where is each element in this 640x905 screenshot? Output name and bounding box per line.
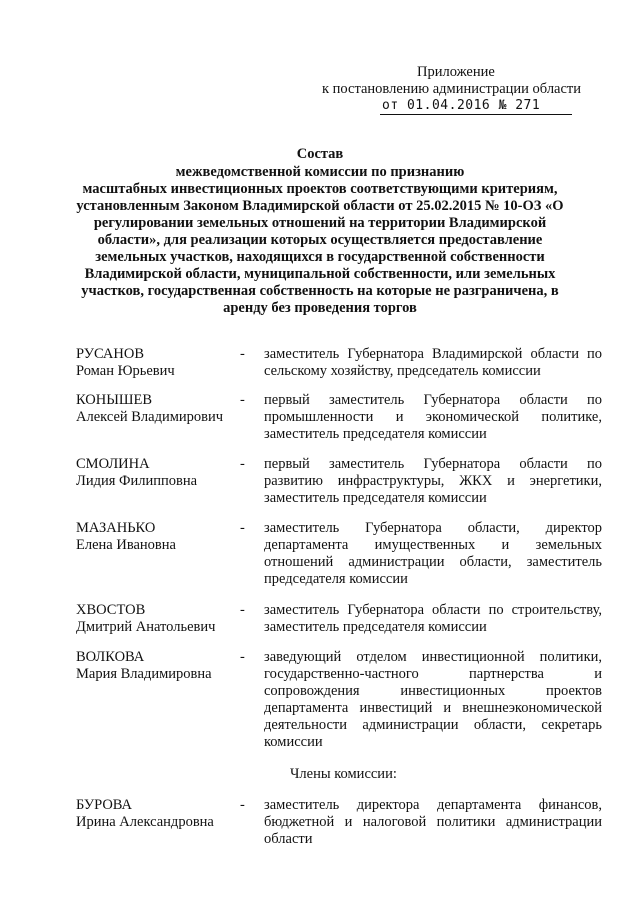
member-surname: БУРОВА xyxy=(76,797,133,813)
title-line: масштабных инвестиционных проектов соответствующими критериям, xyxy=(82,181,558,197)
member-surname: МАЗАНЬКО xyxy=(76,520,156,536)
member-surname: СМОЛИНА xyxy=(76,456,150,472)
title-line: Владимирской области, муниципальной собственности, или земельных xyxy=(84,266,556,282)
title-line: аренду без проведения торгов xyxy=(223,300,417,316)
title-line: межведомственной комиссии по признанию xyxy=(175,164,465,180)
member-given-name: Елена Ивановна xyxy=(76,537,176,553)
dash: - xyxy=(240,456,245,472)
member-name xyxy=(76,456,246,490)
member-name xyxy=(76,797,246,831)
member-given-name: Лидия Филипповна xyxy=(76,473,198,489)
member-name xyxy=(76,649,246,683)
dash: - xyxy=(240,520,245,536)
appendix-reference: к постановлению администрации области xyxy=(322,81,582,97)
appendix-title: Приложение xyxy=(417,64,495,80)
member-role: заместитель директора департамента финансов, бюджетной и налоговой политики администрации области xyxy=(264,797,602,847)
member-name xyxy=(76,392,246,426)
member-role: заместитель Губернатора Владимирской области по сельскому хозяйству, председатель комиссии xyxy=(264,346,602,379)
member-surname: ХВОСТОВ xyxy=(76,602,146,618)
dash: - xyxy=(240,649,245,665)
member-given-name: Ирина Александровна xyxy=(76,814,214,830)
dash: - xyxy=(240,602,245,618)
document-title xyxy=(60,146,580,317)
title-line: земельных участков, находящихся в государственной собственности xyxy=(95,249,545,265)
member-role: первый заместитель Губернатора области по развитию инфраструктуры, ЖКХ и энергетики, заместитель председателя комиссии xyxy=(264,456,602,506)
member-given-name: Роман Юрьевич xyxy=(76,363,175,379)
dash: - xyxy=(240,392,245,408)
member-surname: РУСАНОВ xyxy=(76,346,145,362)
member-name xyxy=(76,520,246,554)
appendix-date-number: от 01.04.2016 № 271 xyxy=(380,98,572,115)
member-surname: ВОЛКОВА xyxy=(76,649,145,665)
member-role: заведующий отделом инвестиционной политики, государственно-частного партнерства и сопровождения инвестиционных проектов департамента инвестиций и внешнеэкономической деятельности администрации области, секретарь комиссии xyxy=(264,649,602,750)
dash: - xyxy=(240,797,245,813)
member-given-name: Мария Владимировна xyxy=(76,666,212,682)
member-given-name: Алексей Владимирович xyxy=(76,409,224,425)
member-role: заместитель Губернатора области по строительству, заместитель председателя комиссии xyxy=(264,602,602,635)
appendix-block xyxy=(322,64,607,115)
member-role: первый заместитель Губернатора области по промышленности и экономической политике, заместитель председателя комиссии xyxy=(264,392,602,442)
title-line: регулировании земельных отношений на территории Владимирской xyxy=(93,215,547,231)
title-heading: Состав xyxy=(296,146,344,162)
title-line: области», для реализации которых осуществляется предоставление xyxy=(97,232,543,248)
member-name xyxy=(76,602,246,636)
member-role: заместитель Губернатора области, директор департамента имущественных и земельных отношений администрации области, заместитель председателя комиссии xyxy=(264,520,602,587)
dash: - xyxy=(240,346,245,362)
member-name xyxy=(76,346,246,380)
title-line: участков, государственная собственность на которые не разграничена, в xyxy=(81,283,559,299)
members-section-heading: Члены комиссии: xyxy=(290,766,397,782)
title-line: установленным Законом Владимирской области от 25.02.2015 № 10-ОЗ «О xyxy=(76,198,564,214)
member-surname: КОНЫШЕВ xyxy=(76,392,153,408)
member-given-name: Дмитрий Анатольевич xyxy=(76,619,216,635)
